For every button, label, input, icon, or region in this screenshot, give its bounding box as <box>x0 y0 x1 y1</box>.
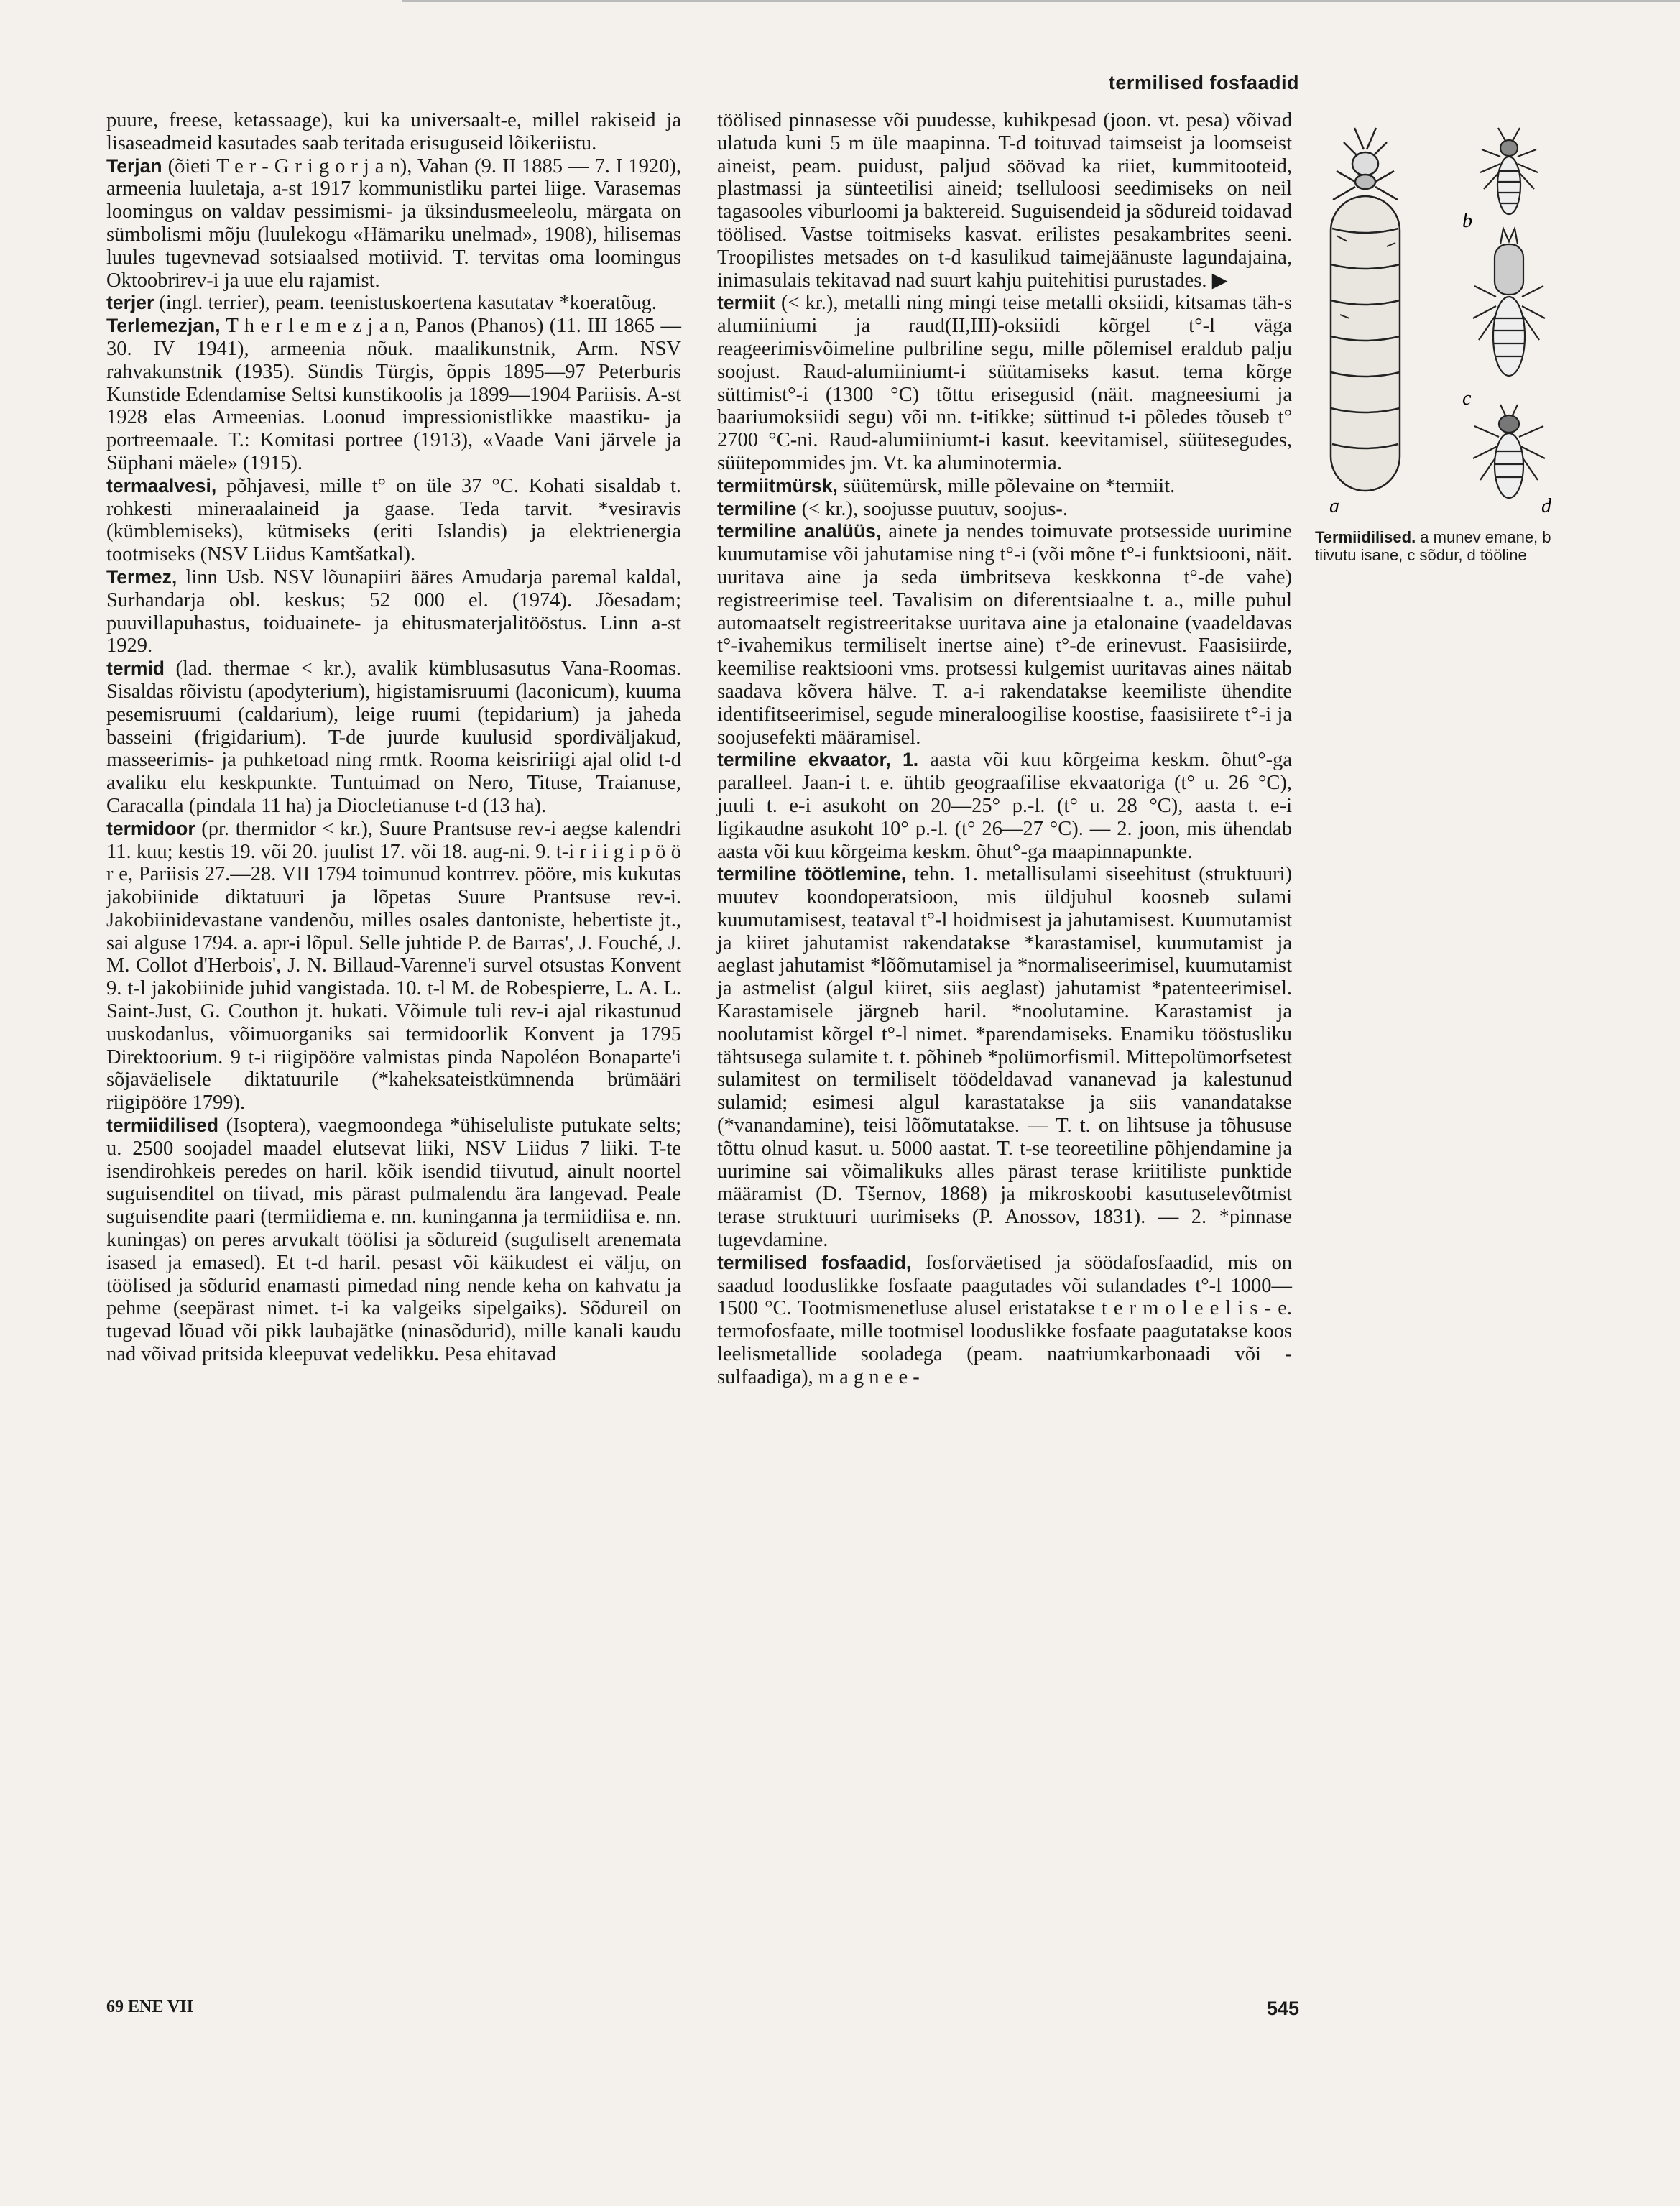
entry-headword: termaalvesi, <box>106 474 217 497</box>
entry-headword: Termez, <box>106 566 177 588</box>
entry-text: töölised pinnasesse või puudesse, kuhikpesad (joon. vt. pesa) võivad ulatuda kuni 5 m üle maapinna. T-d toituvad taimseist ja loomseist aineist, peam. puidust, paljud söövad ka riiet, kummitooteid, plastmassi ja sünteetilisi aineid; tselluloosi seedimiseks on neil tagasooles viburloomi ja baktereid. Suguisendeid ja sõdureid toidavad töölised. Vastse toitmiseks kasvat. erilistes pesakambrites seeni. Troopilistes metsades on t-d kasulikud taimejäänuste lagundajaina, inimasulais tekitavad nad suurt kahju puitehitisi purustades. ▶ <box>717 109 1292 292</box>
entry-headword: terjer <box>106 292 154 314</box>
termite-queen-drawing <box>1331 128 1400 491</box>
entry-paragraph <box>717 498 1292 521</box>
entry-text: (< kr.), metalli ning mingi teise metalli oksiidi, kitsamas täh-s alumiiniumi ja raud(II,III)-oksiidi kõrgel t°-l väga reageerimisvõimeline pulbriline segu, mille põlemisel eraldub palju soojust. Raud-alumiiniumt-i süütamiseks kasut. tema kõrge süttimist°-i (1300 °C) tõttu erisegusid (näit. magneesiumi ja baariumoksiidi segu) või nn. t-itikke; süttinud t-i põledes tõuseb t° 2700 °C-ni. Raud-alumiiniumt-i kasut. keevitamisel, süütesegudes, süütepommides jm. Vt. ka aluminotermia. <box>717 292 1292 474</box>
entry-paragraph <box>106 292 681 315</box>
entry-text: linn Usb. NSV lõunapiiri ääres Amudarja paremal kaldal, Surhandarja obl. keskus; 52 000 el. (1974). Jõesadam; puuvillapuhastus, toiduainete- ja ehitusmaterjalitööstus. Linn a-st 1929. <box>106 566 681 657</box>
figure-label-b: b <box>1462 210 1472 232</box>
entry-paragraph <box>717 520 1292 749</box>
termite-illustration <box>1315 121 1574 541</box>
entry-text: põhjavesi, mille t° on üle 37 °C. Kohati sisaldab t. rohkesti mineraalaineid ja gaase. Teda tarvit. *vesiravis (kümblemiseks), kütmiseks (eriti Islandis) ja elektrienergia tootmiseks (NSV Liidus Kamtšatkal). <box>106 474 681 566</box>
entry-paragraph <box>717 292 1292 474</box>
right-column <box>717 109 1292 1389</box>
entry-paragraph <box>717 475 1292 498</box>
termite-soldier-drawing <box>1473 229 1545 376</box>
entry-text: aasta või kuu kõrgeima keskm. õhut°-ga paralleel. Jaan-i t. e. ühtib geograafilise ekvaatoriga (t° u. 26 °C), juuli t. e-i asukoht on 20—25° p.-l. (t° u. 28 °C), aasta t. e-i ligikaudne asukoht 10° p.-l. (t° 26—27 °C). — 2. joon, mis ühendab aasta või kuu kõrgeima keskm. õhut°-ga maapinnapunkte. <box>717 749 1292 863</box>
figure-label-d: d <box>1541 495 1551 517</box>
entry-text: süütemürsk, mille põlevaine on *termiit. <box>837 474 1176 497</box>
entry-paragraph <box>717 749 1292 863</box>
entry-text: puure, freese, ketassaage), kui ka universaalt-e, millel rakiseid ja lisaseadmeid kasutades saab teritada erisuguseid lõikeriistu. <box>106 109 681 154</box>
figure-label-c: c <box>1462 387 1472 410</box>
running-head: termilised fosfaadid <box>1108 72 1299 93</box>
entry-text: (pr. thermidor < kr.), Suure Prantsuse rev-i aegse kalendri 11. kuu; kestis 19. või 20. juulist 17. või 18. aug-ni. 9. t-i r i i g i p ö ö r e, Pariisis 27.—28. VII 1794 toimunud kontrrev. pööre, mis kukutas jakobiinide diktatuuri ja lõpetas Suure Prantsuse rev-i. Jakobiinidevastane vandenõu, milles osales dantoniste, hebertiste jt., sai alguse 1794. a. apr-i lõpul. Selle juhtide P. de Barras', J. Fouché, J. M. Collot d'Herbois', J. N. Billaud-Varenne'i survel otsustas Konvent 9. t-l jakobiinide juhid vangistada. 10. t-l M. de Robespierre, L. A. L. Saint-Just, G. Couthon jt. hukati. Võimule tuli rev-i ajal rikastunud uuskodanlus, võimuorganiks sai termidoorlik Konvent ja 1795 Direktoorium. 9 t-i riigipööre valmistas pinda Napoléon Bonaparte'i sõjaväelisele diktatuurile (*kaheksateistkümnenda brümääri riigipööre 1799). <box>106 817 681 1114</box>
entry-headword: termiitmürsk, <box>717 474 838 497</box>
entry-headword: termiit <box>717 292 775 314</box>
caption-head: Termiidilised. <box>1315 528 1416 546</box>
entry-headword: termidoor <box>106 817 195 839</box>
entry-headword: termiline <box>717 497 797 520</box>
termite-worker-drawing <box>1473 405 1545 498</box>
caption-text: a munev emane, b tiivutu isane, c sõdur, d tööline <box>1315 528 1551 564</box>
entry-paragraph <box>106 1114 681 1366</box>
entry-paragraph <box>106 818 681 1114</box>
entry-paragraph <box>717 109 1292 292</box>
entry-headword: Terjan <box>106 154 162 177</box>
entry-headword: termiidilised <box>106 1114 219 1137</box>
top-rule <box>402 0 1680 2</box>
figure-label-a: a <box>1329 495 1339 517</box>
entry-paragraph <box>717 863 1292 1252</box>
entry-headword: termiline ekvaator, 1. <box>717 749 919 771</box>
left-column <box>106 109 681 1366</box>
entry-headword: termiline töötlemine, <box>717 863 907 885</box>
page-number: 545 <box>1266 1998 1299 2019</box>
entry-paragraph <box>106 475 681 566</box>
entry-paragraph <box>106 315 681 475</box>
entry-text: T h e r l e m e z j a n, Panos (Phanos) (11. III 1865 — 30. IV 1941), armeenia nõuk. maalikunstnik, Arm. NSV rahvakunstnik (1935). Sündis Türgis, õppis 1895—97 Peterburis Kunstide Edendamise Seltsi kunstikoolis ja 1899—1904 Pariisis. A-st 1928 elas Armeenias. Loonud impressionistlikke maastiku- ja portreemaale. T.: Komitasi portree (1913), «Vaade Vani järvele ja Süphani mäele» (1915). <box>106 315 681 474</box>
entry-paragraph <box>106 109 681 155</box>
entry-headword: termid <box>106 657 165 680</box>
entry-headword: Terlemezjan, <box>106 315 221 337</box>
entry-text: ainete ja nendes toimuvate protsesside uurimine kuumutamise või jahutamise ning t°-i (või mõne t°-i funktsiooni, näit. uuritava aine ja seda ümbritseva keskkonna t°-de vahe) registreerimise teel. Tavalisim on diferentsiaalne t. a., mille puhul automaatselt registreeritakse uuritava aine ja etalonaine (vaadeldavas t°-ivahemikus termiliselt inertse aine) t°-de erinevust. Faasisiirde, keemilise reaktsiooni vms. protsessi kulgemist uuritavas aines näitab saadava kõvera hälve. T. a-i rakendatakse keemiliste ühendite identifitseerimisel, segude mineraloogilise koostise, faasisiirete t°-i ja soojusefekti määramisel. <box>717 520 1292 749</box>
entry-text: (Isoptera), vaegmoondega *ühiseluliste putukate selts; u. 2500 soojadel maadel elutsevat liiki, NSV Liidus 7 liiki. T-te isendirohkeis peredes on haril. kõik isendid tiivutud, ainult noortel suguisenditel on tiivad, mis pärast pulmalendu ära langevad. Peale suguisendite paari (termiidiema e. nn. kuninganna ja termiidiisa e. nn. kuningas) on peres arvukalt töölisi ja sõdureid (suguliselt arenemata isased ja emased). Et t-d haril. pesast või käikudest ei välju, on töölised ja sõdurid enamasti pimedad ning nende keha on kahvatu ja pehme (seepärast nimet. t-i ka valgeiks sipelgaiks). Sõdureil on tugevad lõuad või pikk laubajätke (ninasõdurid), mille kanali kaudu nad võivad pritsida kleepuvat vedelikku. Pesa ehitavad <box>106 1114 681 1366</box>
entry-text: tehn. 1. metallisulami siseehitust (struktuuri) muutev koondoperatsioon, mis üldjuhul koosneb sulami kuumutamisest, teataval t°-l hoidmisest ja jahutamisest. Kuumutamist ja kiiret jahutamist rakendatakse *karastamisel, kuumutamist ja aeglast jahutamist *lõõmutamisel ja *normaliseerimisel, kuumutamist ja astmelist (algul kiiret, siis aeglast) jahutamist *patenteerimisel. Karastamisele järgneb haril. *noolutamine. Karastamist ja noolutamist kõrgel t°-l nimet. *parendamiseks. Enamiku tööstusliku tähtsusega sulamite t. t. põhineb *polümorfismil. Mittepolümorfsetest sulamitest on termiliselt töödeldavad vananevad ja kalestunud sulamid; esimesi algul karastatakse ja siis vanandatakse (*vanandamine), teisi lõõmutatakse. — T. t. on lihtsuse ja tõhususe tõttu olnud kasut. u. 5000 aastat. T. t-se teoreetiline põhjendamine ja uurimine sai võimalikuks alles pärast terase kriitiliste punktide määramist (D. Tšernov, 1868) ja mikroskoobi kasutuselevõtmist terase struktuuri uurimiseks (P. Anossov, 1831). — 2. *pinnase tugevdamine. <box>717 863 1292 1252</box>
figure-caption <box>1315 528 1588 564</box>
entry-paragraph <box>106 657 681 818</box>
termite-male-drawing <box>1480 128 1538 214</box>
entry-paragraph <box>106 155 681 292</box>
entry-paragraph <box>717 1252 1292 1389</box>
entry-text: (< kr.), soojusse puutuv, soojus-. <box>796 497 1069 520</box>
entry-text: (ingl. terrier), peam. teenistuskoertena kasutatav *koeratõug. <box>154 292 657 315</box>
entry-text: (lad. thermae < kr.), avalik kümblusasutus Vana-Roomas. Sisaldas rõivistu (apodyterium), higistamisruumi (laconicum), kuuma pesemisruumi (caldarium), leige ruumi (tepidarium) ja jaheda basseini (frigidarium). T-de juurde kuulusid spordiväljakud, masseerimis- ja puhketoad ning rmtk. Rooma keisririigi ajal olid t-d avaliku elu keskpunkte. Tuntuimad on Nero, Tituse, Traianuse, Caracalla (pindala 11 ha) ja Diocletianuse t-d (13 ha). <box>106 657 681 817</box>
entry-text: fosforväetised ja söödafosfaadid, mis on saadud looduslikke fosfaate paagutades või sulandades t°-l 1000—1500 °C. Tootmismenetluse alusel eristatakse t e r m o l e e l i s - e. termofosfaate, mille tootmisel looduslikke fosfaate paagutatakse koos leelismetallide sooladega (peam. naatriumkarbonaadi või -sulfaadiga), m a g n e e - <box>717 1251 1293 1388</box>
entry-headword: termiline analüüs, <box>717 520 882 543</box>
entry-paragraph <box>106 566 681 657</box>
footer-signature: 69 ENE VII <box>106 1998 193 2016</box>
entry-text: (õieti T e r - G r i g o r j a n), Vahan (9. II 1885 — 7. I 1920), armeenia luuletaja, a-st 1917 kommunistliku partei liige. Varasemas loomingus on valdav pessimismi- ja üksindusmeeleolu, märgata on sümbolismi mõju (luulekogu «Hämariku unelmad», 1908), hilisemas luules tugevnevad sotsiaalsed motiivid. T. tervitas oma loomingus Oktoobrirev-i ja uue elu rajamist. <box>106 154 681 292</box>
entry-headword: termilised fosfaadid, <box>717 1251 912 1273</box>
